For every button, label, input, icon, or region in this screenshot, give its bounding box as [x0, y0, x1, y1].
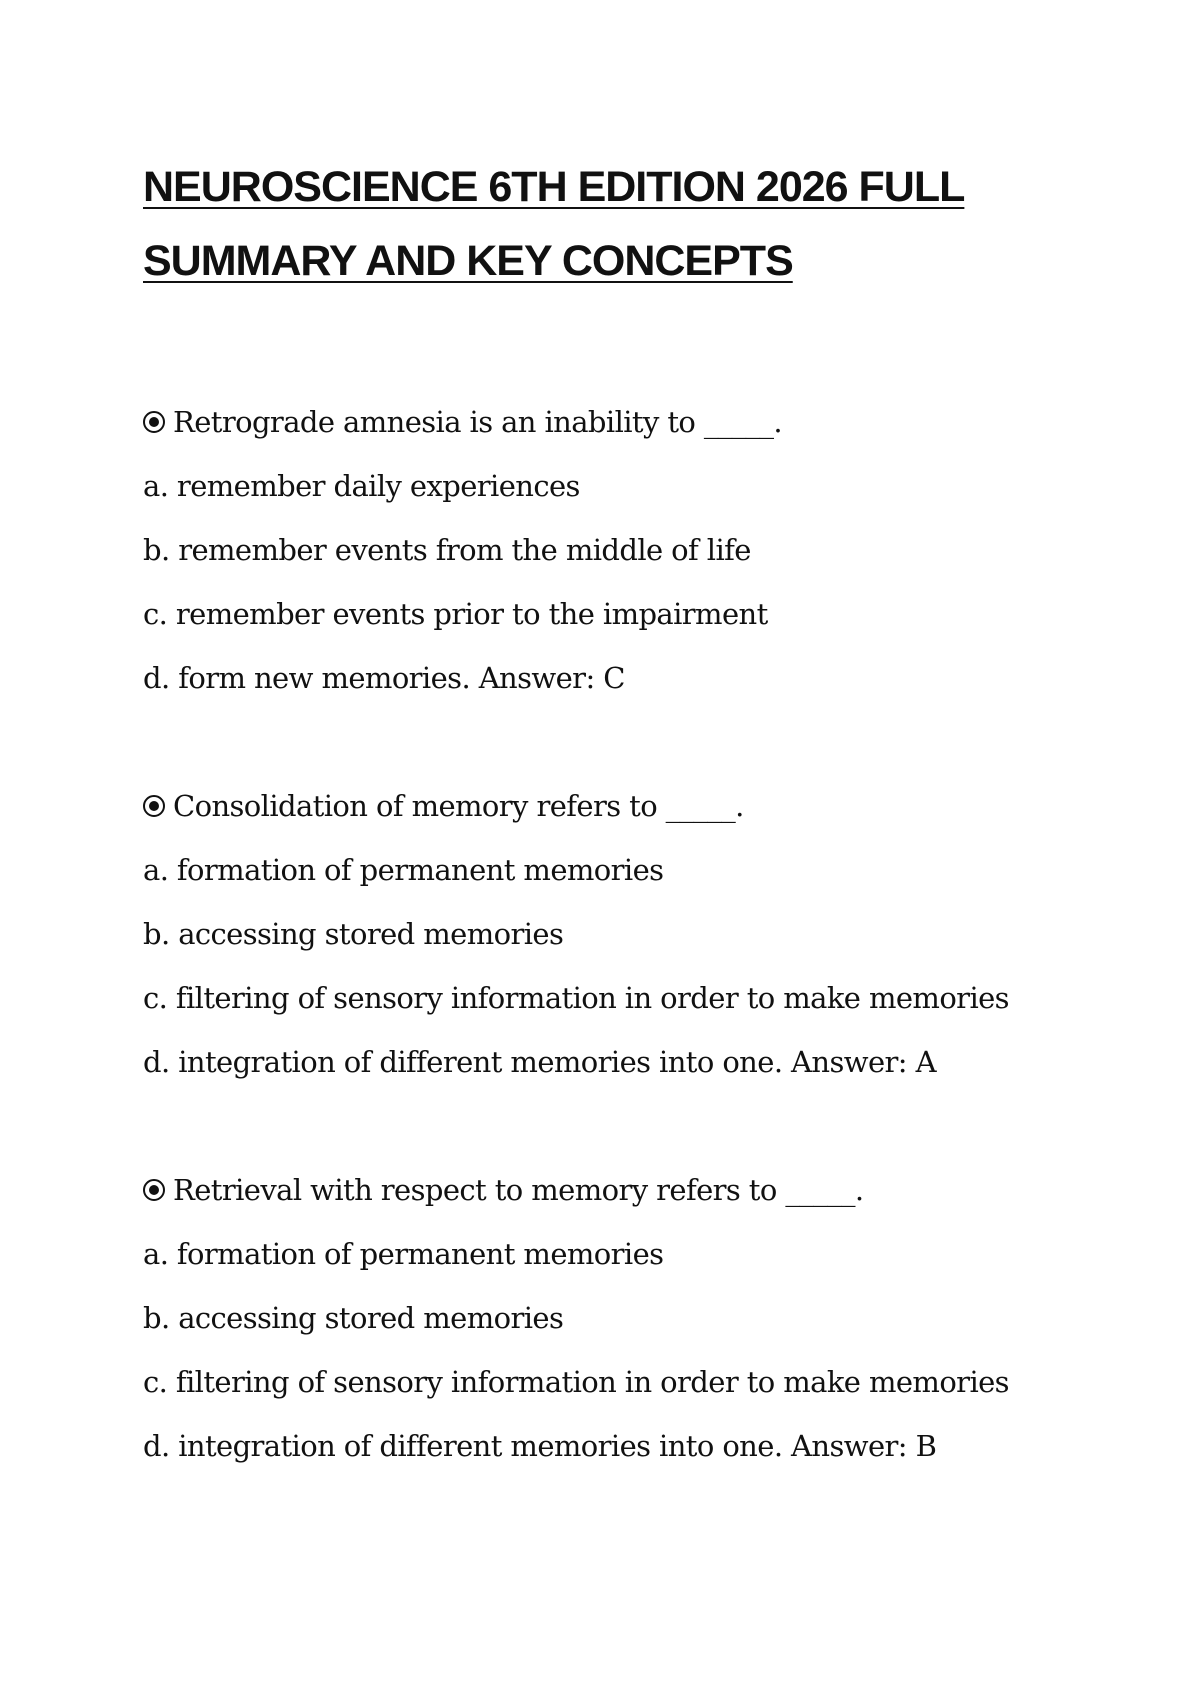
document-page: [143, 150, 1103, 1542]
radio-bullet-icon: [143, 1179, 165, 1201]
radio-bullet-icon: [143, 411, 165, 433]
question-stem: [143, 390, 1103, 454]
option-b: b. accessing stored memories: [143, 917, 564, 951]
question-stem-text: Consolidation of memory refers to _____.: [173, 789, 744, 823]
option-b: b. accessing stored memories: [143, 1301, 564, 1335]
question-1: [143, 390, 1103, 710]
question-3: [143, 1158, 1103, 1478]
question-2: [143, 774, 1103, 1094]
option-a: a. remember daily experiences: [143, 469, 580, 503]
document-title: [143, 150, 1103, 298]
option-c: c. filtering of sensory information in order to make memories: [143, 981, 1009, 1015]
question-stem: [143, 1158, 1103, 1222]
document-title-line-1: NEUROSCIENCE 6TH EDITION 2026 FULL: [143, 163, 965, 211]
document-title-line-2: SUMMARY AND KEY CONCEPTS: [143, 237, 793, 285]
radio-bullet-icon: [143, 795, 165, 817]
option-c: c. filtering of sensory information in order to make memories: [143, 1365, 1009, 1399]
option-a: a. formation of permanent memories: [143, 1237, 664, 1271]
question-stem-text: Retrieval with respect to memory refers to _____.: [173, 1173, 864, 1207]
option-d: d. integration of different memories into one. Answer: B: [143, 1429, 937, 1463]
option-d: d. form new memories. Answer: C: [143, 661, 625, 695]
option-d: d. integration of different memories into one. Answer: A: [143, 1045, 936, 1079]
question-list: [143, 390, 1103, 1478]
question-stem-text: Retrograde amnesia is an inability to _____.: [173, 405, 783, 439]
question-stem: [143, 774, 1103, 838]
option-c: c. remember events prior to the impairment: [143, 597, 768, 631]
option-b: b. remember events from the middle of life: [143, 533, 751, 567]
option-a: a. formation of permanent memories: [143, 853, 664, 887]
